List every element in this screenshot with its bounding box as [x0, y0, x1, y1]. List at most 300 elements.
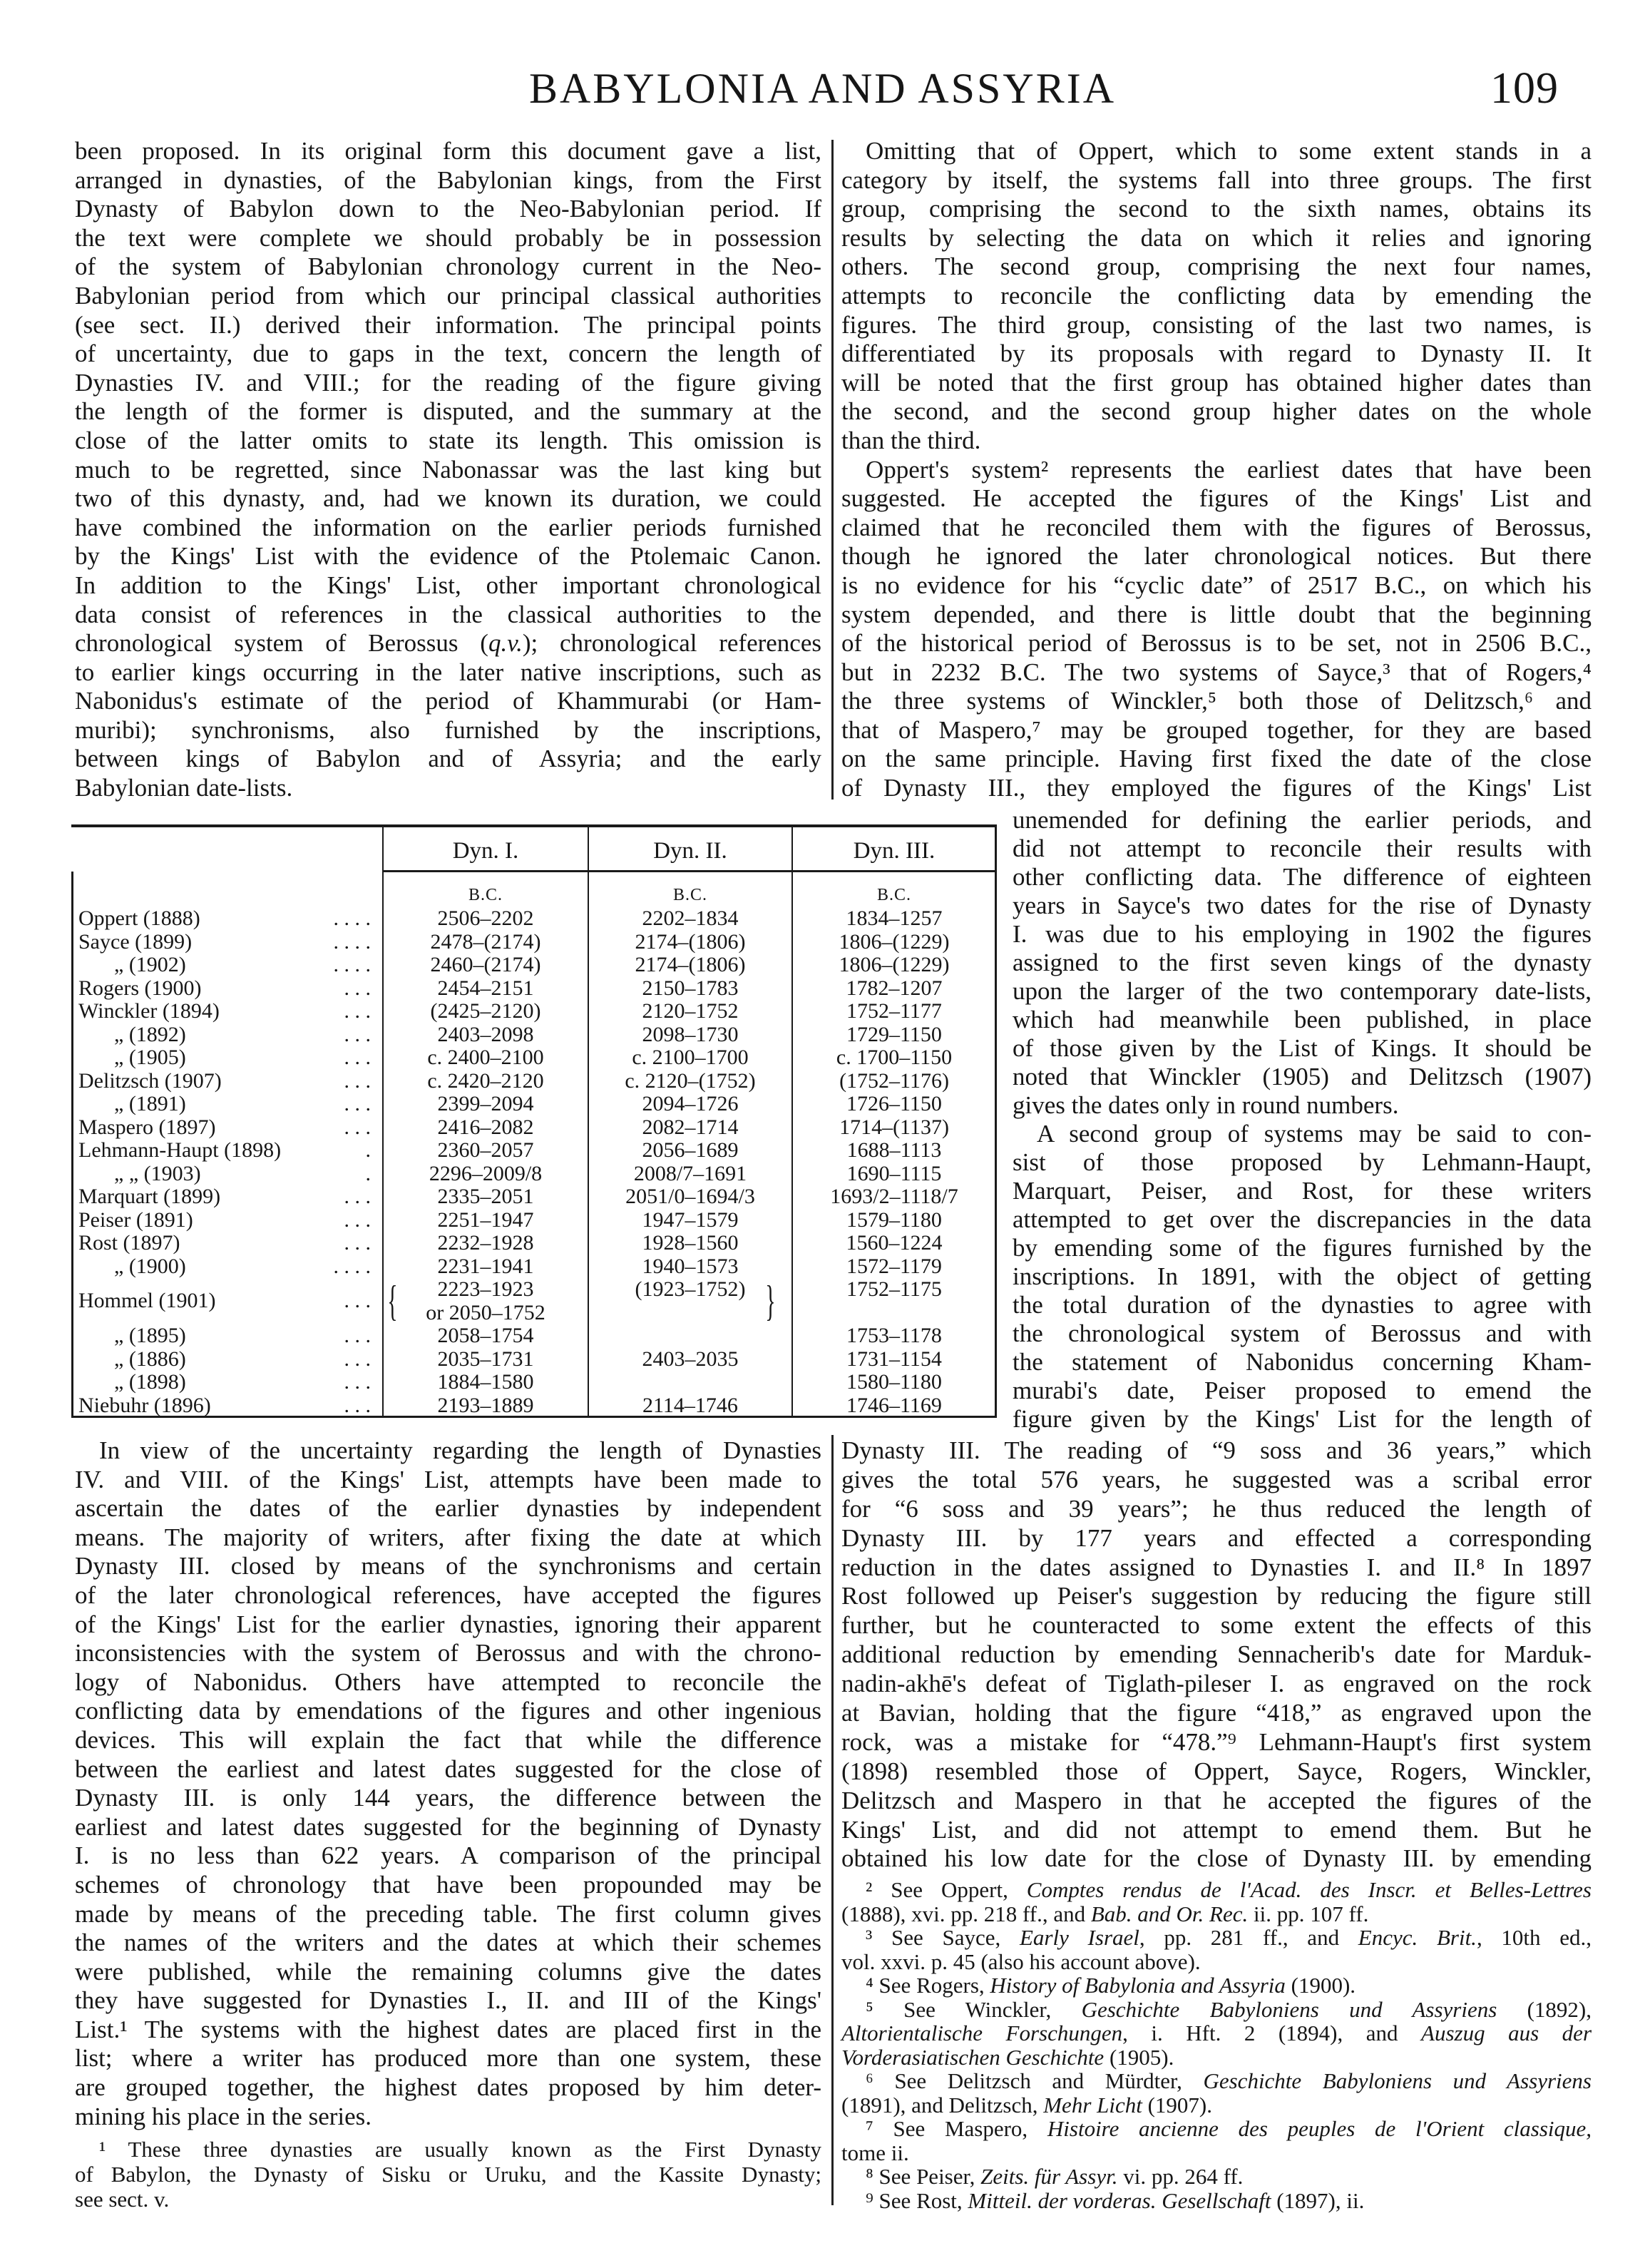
- author-name: Rogers (1900): [78, 976, 202, 1000]
- text-segment: unemended for defining the earlier periods, and: [1013, 806, 1592, 834]
- text-segment: Dynasty III. by 177 years and effected a corresponding: [841, 1523, 1592, 1552]
- right-column-bottom-text: [841, 1436, 1592, 1874]
- table-row: [71, 1232, 997, 1255]
- italic-title: Mitteil. der vorderas. Gesellschaft: [968, 2187, 1271, 2213]
- text-segment: system depended, and there is little doubt that the beginning: [841, 600, 1592, 628]
- text-segment: In view of the uncertainty regarding the length of Dynasties: [99, 1436, 821, 1464]
- author-name: „ (1905): [114, 1046, 186, 1069]
- dot-leader: . . .: [344, 1022, 371, 1046]
- dot-leader: . . .: [344, 1092, 371, 1115]
- text-segment: ii. pp. 107 ff.: [1248, 1901, 1369, 1926]
- text-segment: ⁷ See Maspero,: [866, 2116, 1047, 2141]
- text-segment: the second, and the second group higher dates on the whole: [841, 397, 1592, 426]
- text-segment: rock, was a mistake for “478.”⁹ Lehmann-Haupt's first system: [841, 1727, 1592, 1756]
- text-line: [75, 166, 821, 195]
- dyn-1-dates: 2058–1754: [437, 1324, 534, 1347]
- text-line: [75, 397, 821, 426]
- text-segment: of those given by the List of Kings. It should be: [1013, 1034, 1592, 1062]
- right-column-beside-table-text: [1013, 806, 1592, 1434]
- dyn-2-dates: 2174–(1806): [635, 929, 746, 954]
- text-segment: which had meanwhile been published, in place: [1013, 1006, 1592, 1033]
- text-segment: by the Kings' List with the evidence of the Ptolemaic Canon.: [75, 542, 821, 571]
- text-segment: Oppert's system² represents the earliest dates that have been: [866, 455, 1592, 484]
- author-name: Oppert (1888): [78, 906, 200, 930]
- text-segment: logy of Nabonidus. Others have attempted to reconcile the: [75, 1667, 821, 1696]
- text-line: [1013, 1063, 1592, 1091]
- dot-leader: . . .: [344, 1289, 371, 1313]
- table-row: [71, 1371, 997, 1394]
- text-line: [1013, 1034, 1592, 1063]
- dyn-3-dates: 1579–1180: [846, 1207, 942, 1232]
- text-line: [841, 774, 1592, 803]
- dyn-1-dates: c. 2400–2100: [427, 1046, 544, 1069]
- table-row: [71, 907, 997, 931]
- dyn-3-dates: 1580–1180: [846, 1370, 942, 1394]
- text-line: [841, 571, 1592, 601]
- text-segment: made by means of the preceding table. The first column gives: [75, 1899, 821, 1928]
- text-line: [841, 252, 1592, 282]
- text-segment: further, but he counteracted to some extent the effects of this: [841, 1611, 1592, 1640]
- text-line: [1013, 1262, 1592, 1291]
- text-segment: I. was due to his employing in 1902 the figures: [1013, 920, 1592, 948]
- dyn-3-dates: 1806–(1229): [839, 929, 950, 954]
- text-segment: the total duration of the dynasties to agree with: [1013, 1291, 1592, 1319]
- text-segment: by emending some of the figures furnished by the: [1013, 1234, 1592, 1262]
- text-line: [841, 1582, 1592, 1611]
- italic-title: Zeits. für Assyr.: [980, 2164, 1118, 2189]
- text-segment: Dynasty III. is only 144 years, the difference between the: [75, 1784, 821, 1812]
- left-column-bottom-text: [75, 1436, 821, 2131]
- text-line: [75, 1581, 821, 1610]
- text-line: [1013, 1006, 1592, 1034]
- dyn-1-dates: 1884–1580: [437, 1370, 534, 1394]
- dyn-1-dates: 2460–(2174): [430, 953, 541, 976]
- table-row: [71, 954, 997, 977]
- italic-title: Comptes rendus de l'Acad. des Inscr. et Belles-Lettres: [1026, 1877, 1592, 1902]
- table-row: [71, 1139, 997, 1163]
- author-name: Maspero (1897): [78, 1115, 216, 1139]
- text-line: [75, 2073, 821, 2103]
- text-line: [841, 687, 1592, 716]
- dyn-2-dates: 2120–1752: [642, 999, 739, 1023]
- dyn-1-dates: 2231–1941: [437, 1254, 534, 1278]
- dyn-2-dates: 2202–1834: [642, 906, 739, 930]
- text-segment: two of this dynasty, and, had we known its duration, we could: [75, 484, 821, 513]
- text-segment: figures. The third group, consisting of the last two names, is: [841, 310, 1592, 339]
- text-segment: attempted to get over the discrepancies in the data: [1013, 1205, 1592, 1233]
- text-segment: between kings of Babylon and of Assyria; and the early: [75, 745, 821, 773]
- text-segment: of the system of Babylonian chronology current in the Neo-: [75, 252, 821, 281]
- unit-label-dyn-1: B.C.: [468, 886, 503, 904]
- text-segment: IV. and VIII. of the Kings' List, attempts have been made to: [75, 1465, 821, 1493]
- text-segment: for “6 soss and 39 years”; he thus reduced the length of: [841, 1494, 1592, 1523]
- text-segment: upon the larger of the two contemporary date-lists,: [1013, 977, 1592, 1005]
- dyn-1-dates: c. 2420–2120: [427, 1068, 544, 1093]
- text-segment: ⁴ See Rogers,: [866, 1973, 990, 1998]
- text-segment: much to be regretted, since Nabonassar was the last king but: [75, 455, 821, 484]
- text-segment: gives the total 576 years, he suggested was a scribal error: [841, 1465, 1592, 1493]
- text-segment: (1891), and Delitzsch,: [841, 2092, 1044, 2118]
- text-segment: List.¹ The systems with the highest dates are placed first in the: [75, 2015, 821, 2043]
- text-segment: other conflicting data. The difference of eighteen: [1013, 863, 1592, 891]
- table-row: [71, 977, 997, 1001]
- text-line: [841, 426, 1592, 456]
- text-line: [841, 195, 1592, 224]
- text-segment: differentiated by its proposals with regard to Dynasty II. It: [841, 339, 1592, 368]
- text-segment: group, comprising the second to the sixth names, obtains its: [841, 195, 1592, 223]
- text-line: [1013, 1205, 1592, 1234]
- text-line: [75, 687, 821, 716]
- text-segment: (1898) resembled those of Oppert, Sayce, Rogers, Winckler,: [841, 1757, 1592, 1785]
- italic-title: Bab. and Or. Rec.: [1090, 1901, 1249, 1926]
- text-segment: In addition to the Kings' List, other important chronological: [75, 571, 821, 599]
- text-segment: been proposed. In its original form this document gave a list,: [75, 137, 821, 165]
- dyn-3-dates: 1753–1178: [846, 1324, 942, 1347]
- header-dyn-2: Dyn. II.: [653, 838, 727, 864]
- text-segment: of Dynasty III., they employed the figures of the Kings' List: [841, 774, 1592, 802]
- author-name: Niebuhr (1896): [78, 1393, 211, 1417]
- dyn-3-dates: 1688–1113: [846, 1138, 942, 1162]
- dot-leader: . . . .: [333, 929, 371, 954]
- author-name: Sayce (1899): [78, 929, 193, 954]
- text-segment: , 10th ed.,: [1476, 1925, 1592, 1950]
- text-segment: of uncertainty, due to gaps in the text, concern the length of: [75, 339, 821, 368]
- table-row: [71, 931, 997, 954]
- text-line: [75, 629, 821, 658]
- author-name: „ (1898): [114, 1370, 186, 1394]
- text-line: [1013, 1405, 1592, 1434]
- text-segment: attempts to reconcile the conflicting data by emending the: [841, 281, 1592, 310]
- text-line: [841, 2117, 1592, 2141]
- text-segment: Babylonian period from which our principal classical authorities: [75, 281, 821, 310]
- text-segment: Delitzsch and Maspero in that he accepted the figures of the: [841, 1786, 1592, 1814]
- text-line: [841, 514, 1592, 543]
- dyn-3-dates: (1752–1176): [839, 1068, 949, 1093]
- text-segment: means. The majority of writers, after fixing the date at which: [75, 1523, 821, 1551]
- dot-leader: . . .: [344, 1185, 371, 1208]
- text-segment: schemes of chronology that have been propounded may be: [75, 1870, 821, 1899]
- text-line: [75, 1466, 821, 1495]
- dyn-1-dates: 2232–1928: [437, 1231, 534, 1255]
- column-divider-bottom: [831, 1435, 834, 2205]
- author-name: Hommel (1901): [78, 1289, 216, 1313]
- dyn-3-dates: 1560–1224: [846, 1231, 943, 1255]
- text-line: [841, 1757, 1592, 1787]
- text-line: [75, 1900, 821, 1929]
- text-line: [1013, 1319, 1592, 1348]
- author-name: Winckler (1894): [78, 999, 220, 1023]
- text-segment: results by selecting the data on which it relies and ignoring: [841, 223, 1592, 252]
- text-line: [1013, 1120, 1592, 1148]
- text-line: [75, 1958, 821, 1987]
- text-segment: Nabonidus's estimate of the period of Khammurabi (or Ham-: [75, 687, 821, 715]
- text-segment: nadin-akhē's defeat of Tiglath-pileser I. as engraved on the rock: [841, 1670, 1592, 1698]
- author-name: „ (1902): [114, 953, 186, 976]
- text-segment: (1907).: [1142, 2092, 1213, 2118]
- text-segment: inscriptions. In 1891, with the object of getting: [1013, 1262, 1592, 1290]
- text-segment: tome ii.: [841, 2140, 909, 2165]
- table-row: [71, 1324, 997, 1348]
- text-line: [75, 1755, 821, 1784]
- text-segment: were published, while the remaining columns give the dates: [75, 1957, 821, 1986]
- text-segment: noted that Winckler (1905) and Delitzsch (1907): [1013, 1063, 1592, 1090]
- text-segment: did not attempt to reconcile their results with: [1013, 834, 1592, 862]
- text-line: [841, 1998, 1592, 2022]
- text-segment: others. The second group, comprising the next four names,: [841, 252, 1592, 281]
- text-segment: , pp. 281 ff., and: [1139, 1925, 1358, 1950]
- author-name: „ (1891): [114, 1092, 186, 1115]
- text-segment: Dynasty of Babylon down to the Neo-Babylonian period. If: [75, 195, 821, 223]
- text-segment: that of Maspero,⁷ may be grouped together, for they are based: [841, 715, 1592, 744]
- dot-leader: .: [365, 1161, 371, 1185]
- text-line: [75, 339, 821, 369]
- dyn-1-dates: 2478–(2174): [430, 929, 541, 954]
- dyn-2-dates: 1940–1573: [642, 1254, 739, 1278]
- text-line: [75, 1639, 821, 1668]
- text-segment: Marquart, Peiser, and Rost, for these writers: [1013, 1177, 1592, 1205]
- dyn-1-dates: 2454–2151: [437, 976, 534, 1000]
- text-segment: list; where a writer has produced more than one system, these: [75, 2044, 821, 2073]
- text-segment: the three systems of Winckler,⁵ both those of Delitzsch,⁶ and: [841, 687, 1592, 715]
- text-line: [75, 2137, 821, 2162]
- text-segment: data consist of references in the classical authorities to the: [75, 600, 821, 628]
- header-dyn-3: Dyn. III.: [853, 838, 936, 864]
- text-line: [75, 774, 821, 803]
- text-line: [75, 571, 821, 601]
- italic-title: History of Babylonia and Assyria: [990, 1973, 1286, 1998]
- text-line: [841, 2189, 1592, 2213]
- text-segment: arranged in dynasties, of the Babylonian kings, from the First: [75, 165, 821, 194]
- text-segment: mining his place in the series.: [75, 2102, 372, 2130]
- unit-label-dyn-2: B.C.: [672, 886, 707, 904]
- text-segment: Babylonian date-lists.: [75, 774, 293, 802]
- text-segment: ² See Oppert,: [866, 1877, 1027, 1902]
- text-line: [75, 1784, 821, 1813]
- text-line: [75, 456, 821, 485]
- author-name: Lehmann-Haupt (1898): [78, 1138, 282, 1162]
- text-line: [75, 1813, 821, 1842]
- text-line: [75, 658, 821, 688]
- table-row: [71, 1255, 997, 1279]
- dot-leader: . . .: [344, 999, 371, 1023]
- text-line: [841, 745, 1592, 774]
- text-segment: suggested. He accepted the figures of the Kings' List and: [841, 484, 1592, 513]
- brace-icon: {: [387, 1277, 398, 1324]
- author-name: „ (1900): [114, 1254, 186, 1278]
- text-segment: between the earliest and latest dates suggested for the close of: [75, 1754, 821, 1783]
- text-segment: the names of the writers and the dates at which their schemes: [75, 1929, 821, 1957]
- text-line: [75, 2016, 821, 2045]
- text-line: [841, 601, 1592, 630]
- text-segment: ascertain the dates of the earlier dynasties by independent: [75, 1494, 821, 1523]
- dyn-2-dates: 1928–1560: [642, 1231, 739, 1255]
- text-line: [1013, 892, 1592, 920]
- text-line: [841, 2021, 1592, 2045]
- text-line: [841, 2093, 1592, 2118]
- text-segment: category by itself, the systems fall into three groups. The first: [841, 165, 1592, 194]
- text-segment: gives the dates only in round numbers.: [1013, 1091, 1399, 1119]
- dyn-3-dates: 1782–1207: [846, 976, 943, 1000]
- dyn-1-dates: 2035–1731: [437, 1347, 534, 1371]
- dot-leader: . . .: [344, 1393, 371, 1417]
- dot-leader: . . . .: [333, 906, 371, 930]
- text-segment: (1905).: [1104, 2044, 1174, 2070]
- table-row: [71, 1023, 997, 1047]
- dyn-1-dates: (2425–2120): [430, 999, 541, 1023]
- text-segment: at Bavian, holding that the figure “418,” as engraved upon the: [841, 1699, 1592, 1727]
- text-segment: sist of those proposed by Lehmann-Haupt,: [1013, 1148, 1592, 1176]
- text-line: [841, 2165, 1592, 2189]
- text-segment: chronological system of Berossus (: [75, 629, 488, 658]
- text-line: [1013, 1177, 1592, 1205]
- text-segment: ³ See Sayce,: [866, 1925, 1020, 1950]
- text-line: [841, 224, 1592, 253]
- table-row: [71, 1348, 997, 1371]
- text-segment: inconsistencies with the system of Berossus and with the chrono-: [75, 1639, 821, 1667]
- page-number: 109: [1490, 64, 1559, 113]
- dyn-3-dates: 1729–1150: [846, 1022, 942, 1046]
- text-segment: A second group of systems may be said to con-: [1037, 1120, 1592, 1148]
- text-line: [75, 1668, 821, 1697]
- dyn-2-dates: c. 2100–1700: [632, 1046, 749, 1069]
- text-line: [841, 1950, 1592, 1974]
- footnote-1: [75, 2137, 821, 2212]
- text-line: [75, 1494, 821, 1523]
- text-line: [75, 1552, 821, 1581]
- dyn-3-dates: 1746–1169: [846, 1393, 942, 1417]
- text-line: [75, 195, 821, 224]
- text-line: [841, 1926, 1592, 1950]
- text-segment: to earlier kings occurring in the later native inscriptions, such as: [75, 658, 821, 686]
- dyn-3-dates: 1693/2–1118/7: [830, 1185, 958, 1208]
- dyn-2-dates: 2114–1746: [642, 1393, 738, 1417]
- text-line: [75, 2187, 821, 2212]
- text-segment: but in 2232 B.C. The two systems of Sayce,³ that of Rogers,⁴: [841, 658, 1592, 686]
- text-line: [1013, 1148, 1592, 1177]
- text-segment: the text were complete we should probably be in possession: [75, 223, 821, 252]
- text-segment: murabi's date, Peiser proposed to emend the: [1013, 1376, 1592, 1404]
- text-segment: they have suggested for Dynasties I., II. and III of the Kings': [75, 1986, 821, 2015]
- text-line: [1013, 1091, 1592, 1120]
- dot-leader: . . .: [344, 1347, 371, 1371]
- author-name: Delitzsch (1907): [78, 1068, 222, 1093]
- text-line: [841, 1670, 1592, 1699]
- table-row: [71, 1070, 997, 1093]
- dot-leader: .: [365, 1138, 371, 1162]
- text-segment: see sect. v.: [75, 2187, 170, 2212]
- dyn-3-dates: 1752–1177: [846, 999, 942, 1023]
- dyn-1-dates: 2335–2051: [437, 1185, 534, 1208]
- dot-leader: . . .: [344, 976, 371, 1000]
- text-line: [75, 369, 821, 398]
- text-segment: muribi); synchronisms, also furnished by the inscriptions,: [75, 715, 821, 744]
- text-line: [841, 658, 1592, 688]
- italic-title: Vorderasiatischen Geschichte: [841, 2044, 1105, 2070]
- text-segment: (see sect. II.) derived their information. The principal points: [75, 310, 821, 339]
- text-line: [841, 311, 1592, 340]
- italic-title: Auszug aus der: [1421, 2021, 1592, 2045]
- dyn-3-dates: 1752–1175: [846, 1277, 942, 1301]
- text-segment: vol. xxvi. p. 45 (also his account above).: [841, 1948, 1201, 1974]
- text-segment: though he ignored the later chronological notices. But there: [841, 542, 1592, 571]
- text-line: [841, 1524, 1592, 1553]
- header-dyn-1: Dyn. I.: [452, 838, 519, 864]
- text-segment: Rost followed up Peiser's suggestion by reducing the figure still: [841, 1582, 1592, 1610]
- text-line: [841, 1495, 1592, 1524]
- dyn-2-dates: 2403–2035: [642, 1347, 739, 1371]
- text-segment: the length of the former is disputed, and the summary at the: [75, 397, 821, 426]
- text-line: [1013, 1291, 1592, 1319]
- author-name: Peiser (1891): [78, 1207, 193, 1232]
- text-line: [75, 2044, 821, 2073]
- dot-leader: . . .: [344, 1068, 371, 1093]
- text-line: [1013, 806, 1592, 834]
- text-segment: (1888), xvi. pp. 218 ff., and: [841, 1901, 1091, 1926]
- chronology-table: [71, 824, 997, 1418]
- text-line: [841, 1878, 1592, 1902]
- text-line: [75, 514, 821, 543]
- dyn-3-dates: 1714–(1137): [839, 1115, 949, 1139]
- text-line: [1013, 1376, 1592, 1405]
- dyn-2-dates: 2008/7–1691: [633, 1161, 747, 1185]
- dyn-2-dates: 2051/0–1694/3: [625, 1185, 755, 1208]
- text-segment: vi. pp. 264 ff.: [1117, 2164, 1244, 2189]
- dyn-1-alt-dates: or 2050–1752: [426, 1300, 545, 1324]
- dyn-3-dates: 1806–(1229): [839, 953, 950, 976]
- dyn-1-dates: 2193–1889: [437, 1393, 534, 1417]
- right-column-top-text: [841, 137, 1592, 803]
- text-line: [1013, 920, 1592, 949]
- text-segment: assigned to the first seven kings of the dynasty: [1013, 949, 1592, 976]
- text-line: [841, 1611, 1592, 1640]
- author-name: „ (1886): [114, 1347, 186, 1371]
- dyn-1-dates: 2223–1923: [437, 1277, 534, 1301]
- text-segment: Omitting that of Oppert, which to some extent stands in a: [866, 137, 1592, 165]
- text-segment: on the same principle. Having first fixed the date of the close: [841, 745, 1592, 773]
- text-segment: ⁶ See Delitzsch and Mürdter,: [866, 2068, 1204, 2093]
- table-row: [71, 1185, 997, 1209]
- text-segment: ); chronological references: [522, 629, 821, 658]
- footnotes-2-9: [841, 1878, 1592, 2212]
- text-line: [75, 426, 821, 456]
- dot-leader: . . .: [344, 1046, 371, 1069]
- text-segment: reduction in the dates assigned to Dynasties I. and II.⁸ In 1897: [841, 1553, 1592, 1581]
- italic-title: Geschichte Babyloniens und Assyriens: [1081, 1996, 1497, 2022]
- author-name: „ (1895): [114, 1324, 186, 1347]
- text-line: [841, 1787, 1592, 1816]
- dot-leader: . . . .: [333, 953, 371, 976]
- text-segment: ⁵ See Winckler,: [866, 1996, 1082, 2022]
- dot-leader: . . .: [344, 1370, 371, 1394]
- text-segment: is no evidence for his “cyclic date” of 2517 B.C., on which his: [841, 571, 1592, 599]
- text-segment: ⁸ See Peiser,: [866, 2164, 981, 2189]
- text-segment: of the Kings' List for the earlier dynasties, ignoring their apparent: [75, 1610, 821, 1638]
- text-segment: of the historical period of Berossus is to be set, not in 2506 B.C.,: [841, 629, 1592, 658]
- table-row: [71, 1163, 997, 1186]
- text-line: [841, 397, 1592, 426]
- text-line: [75, 745, 821, 774]
- table-row: [71, 1278, 997, 1324]
- text-line: [841, 1728, 1592, 1757]
- text-line: [841, 166, 1592, 195]
- text-segment: than the third.: [841, 426, 981, 454]
- text-line: [841, 1844, 1592, 1874]
- text-line: [75, 2162, 821, 2187]
- text-line: [1013, 863, 1592, 892]
- table-row: [71, 1394, 997, 1418]
- text-line: [841, 1466, 1592, 1495]
- text-segment: Dynasty III. The reading of “9 soss and 36 years,” which: [841, 1436, 1592, 1464]
